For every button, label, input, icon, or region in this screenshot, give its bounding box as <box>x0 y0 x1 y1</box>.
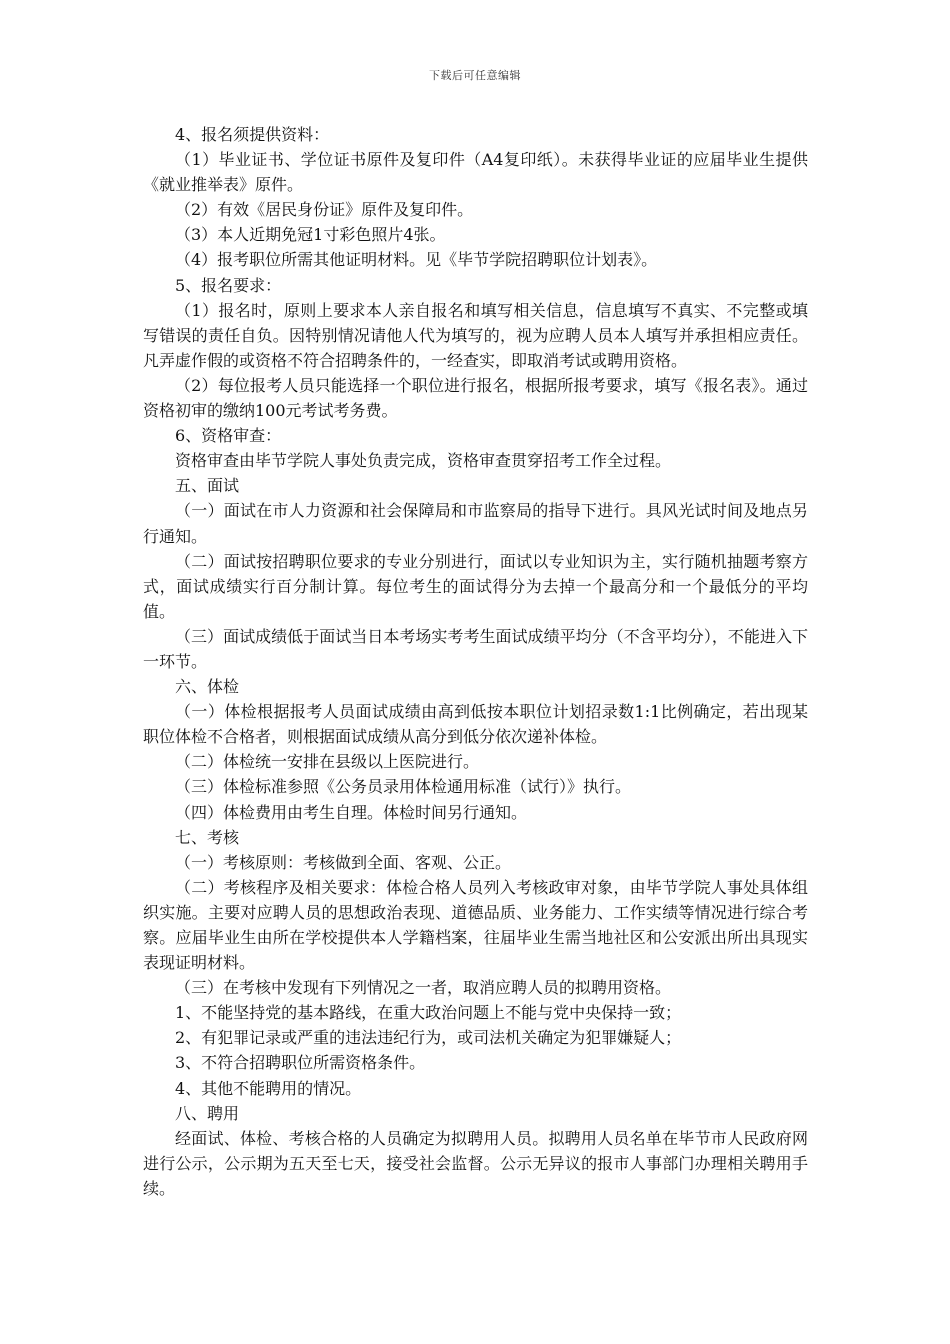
section-heading: 八、聘用 <box>175 1103 240 1123</box>
paragraph: （2）有效《居民身份证》原件及复印件。 <box>175 200 474 220</box>
section-heading: 七、考核 <box>175 827 240 847</box>
list-item: 4、其他不能聘用的情况。 <box>175 1078 362 1098</box>
paragraph: （3）本人近期免冠1寸彩色照片4张。 <box>175 225 446 245</box>
paragraph: （一）考核原则：考核做到全面、客观、公正。 <box>175 852 512 872</box>
list-item: 3、不符合招聘职位所需资格条件。 <box>175 1053 426 1073</box>
paragraph: （4）报考职位所需其他证明材料。见《毕节学院招聘职位计划表》。 <box>175 250 658 270</box>
paragraph: （2）每位报考人员只能选择一个职位进行报名，根据所报考要求，填写《报名表》。通过资格初审的缴纳100元考试考务费。 <box>143 375 808 421</box>
paragraph: （1）毕业证书、学位证书原件及复印件（A4复印纸）。未获得毕业证的应届毕业生提供《就业推举表》原件。 <box>143 150 808 195</box>
paragraph: 6、资格审查： <box>175 426 282 446</box>
paragraph: （三）在考核中发现有下列情况之一者，取消应聘人员的拟聘用资格。 <box>175 978 672 998</box>
list-item: 2、有犯罪记录或严重的违法违纪行为，或司法机关确定为犯罪嫌疑人； <box>175 1028 682 1048</box>
section-heading: 六、体检 <box>175 677 240 697</box>
section-heading: 五、面试 <box>175 476 240 496</box>
paragraph: （四）体检费用由考生自理。体检时间另行通知。 <box>175 802 528 822</box>
paragraph: （一）体检根据报考人员面试成绩由高到低按本职位计划招录数1:1比例确定，若出现某职位体检不合格者，则根据面试成绩从高分到低分依次递补体检。 <box>143 702 808 747</box>
paragraph: （二）面试按招聘职位要求的专业分别进行，面试以专业知识为主，实行随机抽题考察方式，面试成绩实行百分制计算。每位考生的面试得分为去掉一个最高分和一个最低分的平均值。 <box>143 551 808 621</box>
list-item: 1、不能坚持党的基本路线，在重大政治问题上不能与党中央保持一致； <box>175 1003 682 1023</box>
paragraph: （二）体检统一安排在县级以上医院进行。 <box>175 752 480 772</box>
page-header: 下载后可任意编辑 <box>429 69 521 82</box>
paragraph: （三）面试成绩低于面试当日本考场实考考生面试成绩平均分（不含平均分），不能进入下一环节。 <box>143 626 808 671</box>
paragraph: 经面试、体检、考核合格的人员确定为拟聘用人员。拟聘用人员名单在毕节市人民政府网进行公示，公示期为五天至七天，接受社会监督。公示无异议的报市人事部门办理相关聘用手续。 <box>143 1128 808 1198</box>
document-body <box>143 122 808 1201</box>
paragraph: 5、报名要求： <box>175 275 282 295</box>
paragraph: 4、报名须提供资料： <box>175 125 330 144</box>
paragraph: （二）考核程序及相关要求：体检合格人员列入考核政审对象，由毕节学院人事处具体组织实施。主要对应聘人员的思想政治表现、道德品质、业务能力、工作实绩等情况进行综合考察。应届毕业生由所在学校提供本人学籍档案，往届毕业生需当地社区和公安派出所出具现实表现证明材料。 <box>143 877 808 973</box>
paragraph: （三）体检标准参照《公务员录用体检通用标准（试行）》执行。 <box>175 777 632 797</box>
paragraph: （一）面试在市人力资源和社会保障局和市监察局的指导下进行。具风光试时间及地点另行通知。 <box>143 501 808 546</box>
paragraph: （1）报名时，原则上要求本人亲自报名和填写相关信息，信息填写不真实、不完整或填写错误的责任自负。因特别情况请他人代为填写的，视为应聘人员本人填写并承担相应责任。凡弄虚作假的或资格不符合招聘条件的，一经查实，即取消考试或聘用资格。 <box>143 300 808 370</box>
paragraph: 资格审查由毕节学院人事处负责完成，资格审查贯穿招考工作全过程。 <box>175 451 672 471</box>
